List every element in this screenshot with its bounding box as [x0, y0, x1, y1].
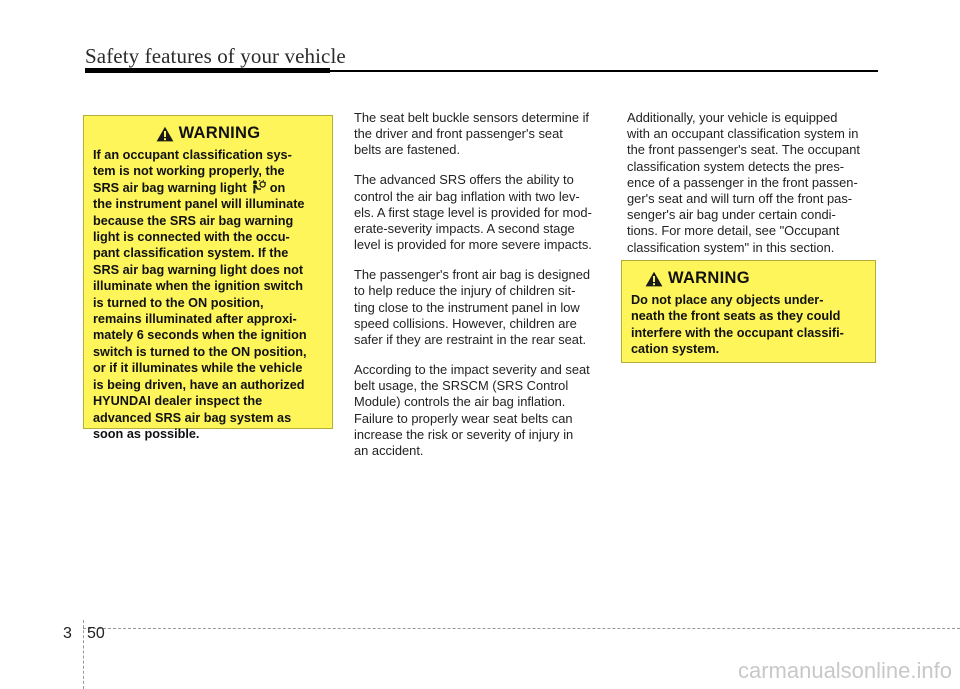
- warning-triangle-icon: [156, 126, 174, 142]
- paragraph-occupant-classification: Additionally, your vehicle is equipped with an occupant classification system in the front passenger's seat. The occupant classification system detects the pres- ence of a passenger in the front passen- ger's seat and will turn off the front pas- senger's air bag under certain condi- tions. For more detail, see "Occupant classification system" in this section.: [627, 110, 860, 255]
- page-number: 50: [87, 625, 105, 642]
- warning-box-airbag-light: [83, 115, 333, 441]
- warning-heading: [631, 269, 866, 288]
- warning-heading-label: WARNING: [668, 269, 750, 287]
- body-column-right: [627, 110, 879, 270]
- warning-heading: [93, 124, 323, 143]
- paragraph-advanced-srs: The advanced SRS offers the ability to control the air bag inflation with two lev- els. A first stage level is provided for mod- erate-severity impacts. A second stage level is provided for more severe impacts.: [354, 172, 592, 253]
- body-column-middle: [354, 110, 606, 473]
- footer-divider: [83, 620, 84, 689]
- warning-box-objects-under-seats: [621, 260, 876, 363]
- header-rule-thick: [85, 68, 330, 73]
- warning-text-part-1: If an occupant classification sys- tem is not working properly, the SRS air bag warning light: [93, 148, 292, 195]
- airbag-warning-light-icon: [250, 180, 266, 194]
- warning-triangle-icon: [645, 271, 663, 287]
- header-rule-thin: [330, 70, 878, 72]
- paragraph-passenger-airbag: The passenger's front air bag is designed to help reduce the injury of children sit- ting close to the instrument panel in low speed collisions. However, children are safer if they are restraint in the rear seat.: [354, 267, 591, 348]
- warning-body-text: [93, 147, 323, 442]
- paragraph-srscm: According to the impact severity and seat belt usage, the SRSCM (SRS Control Module) controls the air bag inflation. Failure to properly wear seat belts can increase the risk or severity of injury in an accident.: [354, 362, 590, 459]
- chapter-number: 3: [63, 625, 72, 642]
- watermark: carmanualsonline.info: [737, 658, 952, 683]
- warning-heading-label: WARNING: [178, 124, 261, 142]
- paragraph-buckle-sensors: The seat belt buckle sensors determine if the driver and front passenger's seat belts are fastened.: [354, 110, 590, 158]
- page-header-title: Safety features of your vehicle: [85, 44, 346, 68]
- footer-rule: [83, 628, 960, 629]
- warning-body-text: Do not place any objects under- neath the front seats as they could interfere with the occupant classifi- cation system.: [631, 293, 844, 357]
- warning-text-part-2: on the instrument panel will illuminate because the SRS air bag warning light is connected with the occu- pant classification system. If the SRS air bag warning light does not illuminate when the ignition switch is turned to the ON position, remains illuminated after approxi- mately 6 seconds when the ignition switch is turned to the ON position, or if it illuminates while the vehicle is being driven, have an authorized HYUNDAI dealer inspect the advanced SRS air bag system as soon as possible.: [93, 180, 307, 441]
